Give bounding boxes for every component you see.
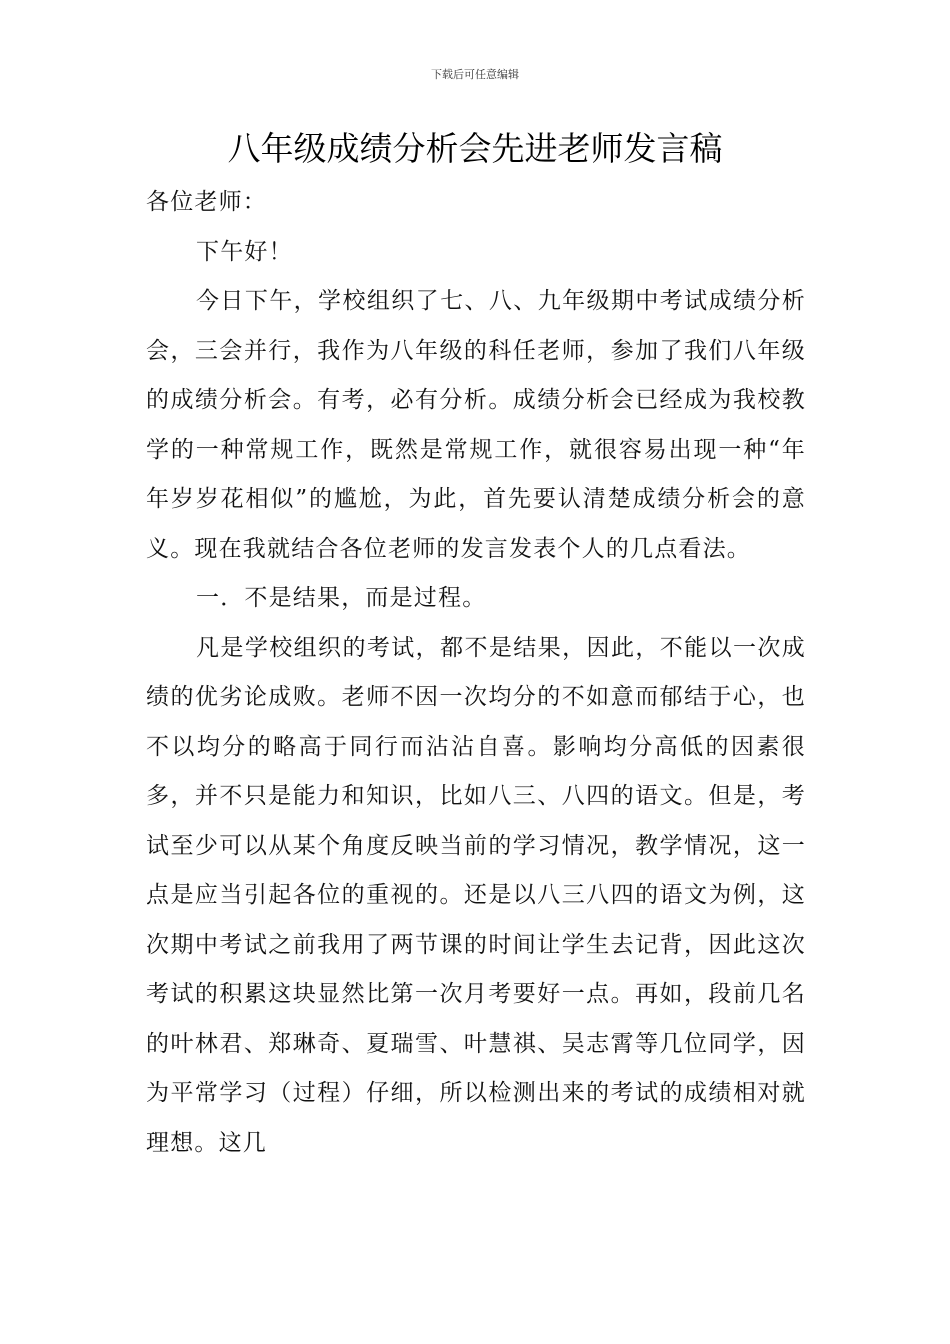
section-one-paragraph: 凡是学校组织的考试，都不是结果，因此，不能以一次成绩的优劣论成败。老师不因一次均分的不如意而郁结于心，也不以均分的略高于同行而沾沾自喜。影响均分高低的因素很多，并不只是能力和知识，比如八三、八四的语文。但是，考试至少可以从某个角度反映当前的学习情况，教学情况，这一点是应当引起各位的重视的。还是以八三八四的语文为例，这次期中考试之前我用了两节课的时间让学生去记背，因此这次考试的积累这块显然比第一次月考要好一点。再如，段前几名的叶林君、郑琳奇、夏瑞雪、叶慧祺、吴志霄等几位同学，因为平常学习（过程）仔细，所以检测出来的考试的成绩相对就理想。这几 — [146, 634, 806, 1156]
section-one-heading: 一．不是结果，而是过程。 — [196, 585, 487, 611]
header-note: 下载后可任意编辑 — [431, 68, 519, 81]
document-title: 八年级成绩分析会先进老师发言稿 — [227, 129, 723, 168]
salutation: 各位老师： — [146, 189, 267, 215]
document-body — [146, 178, 806, 1168]
greeting-line: 下午好！ — [196, 238, 293, 265]
intro-paragraph: 今日下午，学校组织了七、八、九年级期中考试成绩分析会，三会并行，我作为八年级的科任老师，参加了我们八年级的成绩分析会。有考，必有分析。成绩分析会已经成为我校教学的一种常规工作，既然是常规工作，就很容易出现一种“年年岁岁花相似”的尴尬，为此，首先要认清楚成绩分析会的意义。现在我就结合各位老师的发言发表个人的几点看法。 — [146, 288, 806, 562]
